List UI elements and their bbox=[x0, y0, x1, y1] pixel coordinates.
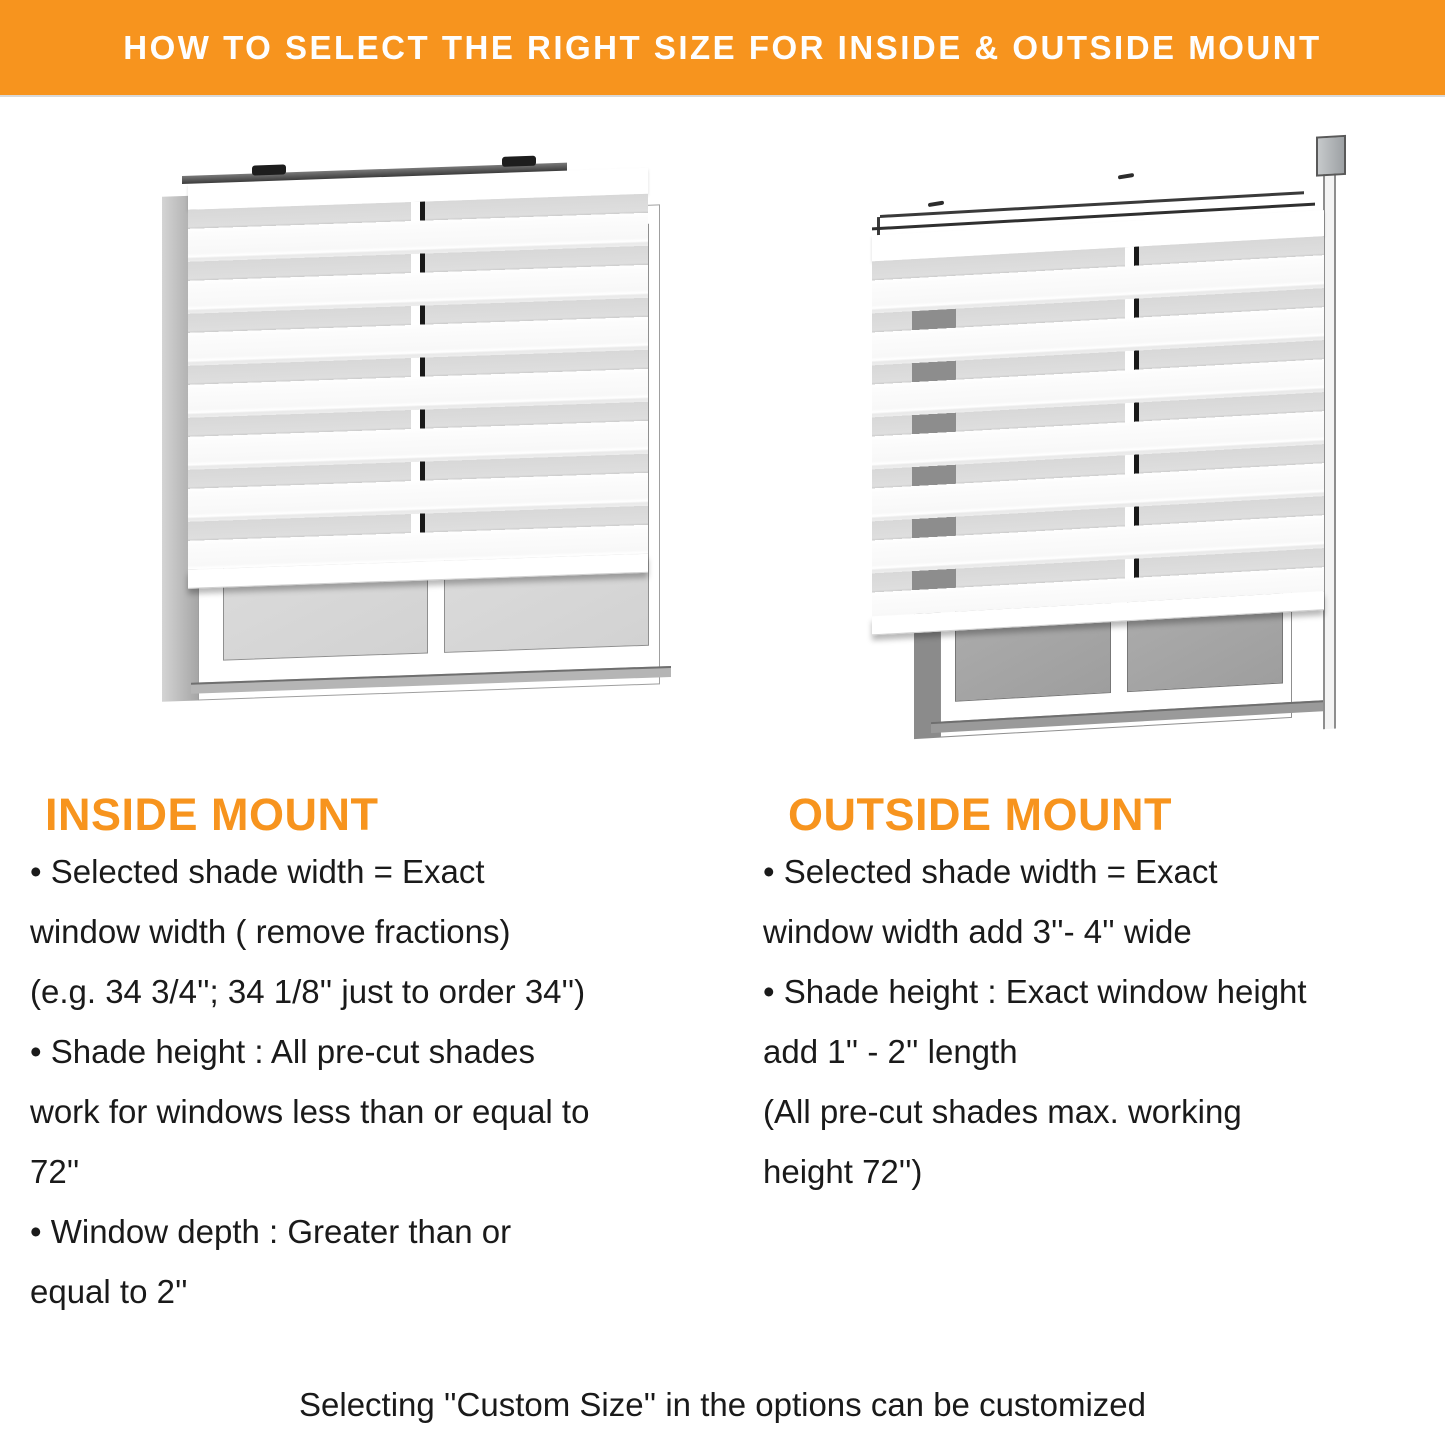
bullet-line: window width ( remove fractions) bbox=[30, 913, 511, 950]
shade-center-seam bbox=[411, 202, 425, 562]
bullet-line: (e.g. 34 3/4''; 34 1/8'' just to order 34'') bbox=[30, 973, 586, 1010]
screw-mark-icon bbox=[928, 201, 944, 208]
shade-zebra-stripes bbox=[188, 194, 648, 570]
bullet-line: work for windows less than or equal to bbox=[30, 1093, 590, 1130]
outside-mount-instructions bbox=[763, 842, 1433, 1202]
bullet-line: • Selected shade width = Exact bbox=[30, 853, 485, 890]
footer-note: Selecting ''Custom Size'' in the options can be customized bbox=[299, 1386, 1146, 1423]
bullet-line: • Shade height : All pre-cut shades bbox=[30, 1033, 536, 1070]
wall-bracket-icon bbox=[1316, 135, 1346, 177]
mounting-bracket-icon bbox=[252, 164, 286, 175]
bullet-line: 72'' bbox=[30, 1153, 80, 1190]
mounting-bracket-icon bbox=[502, 156, 536, 167]
bullet-line: equal to 2'' bbox=[30, 1273, 188, 1310]
outside-mount-illustration bbox=[868, 136, 1356, 763]
window-sill bbox=[191, 666, 671, 694]
side-channel bbox=[1323, 173, 1336, 729]
bullet-line: (All pre-cut shades max. working bbox=[763, 1093, 1242, 1130]
window-sill bbox=[931, 700, 1323, 733]
banner bbox=[0, 0, 1445, 97]
heading-inside-mount: INSIDE MOUNT bbox=[45, 789, 379, 841]
zebra-shade-inside bbox=[188, 160, 648, 589]
bullet-line: • Shade height : Exact window height bbox=[763, 973, 1307, 1010]
heading-outside-mount: OUTSIDE MOUNT bbox=[788, 789, 1172, 841]
recess-shadow-column bbox=[912, 309, 956, 614]
zebra-shade-outside bbox=[872, 202, 1324, 635]
inside-mount-instructions bbox=[30, 842, 730, 1322]
banner-title: HOW TO SELECT THE RIGHT SIZE FOR INSIDE & OUTSIDE MOUNT bbox=[123, 28, 1322, 66]
shade-zebra-stripes bbox=[872, 236, 1324, 616]
bullet-line: • Window depth : Greater than or bbox=[30, 1213, 512, 1250]
bullet-line: window width add 3''- 4'' wide bbox=[763, 913, 1192, 950]
bullet-line: height 72'') bbox=[763, 1153, 923, 1190]
screw-mark-icon bbox=[1118, 173, 1134, 180]
bullet-line: add 1'' - 2'' length bbox=[763, 1033, 1018, 1070]
bullet-line: • Selected shade width = Exact bbox=[763, 853, 1218, 890]
inside-mount-illustration bbox=[162, 159, 662, 746]
shade-center-seam bbox=[1125, 246, 1139, 602]
